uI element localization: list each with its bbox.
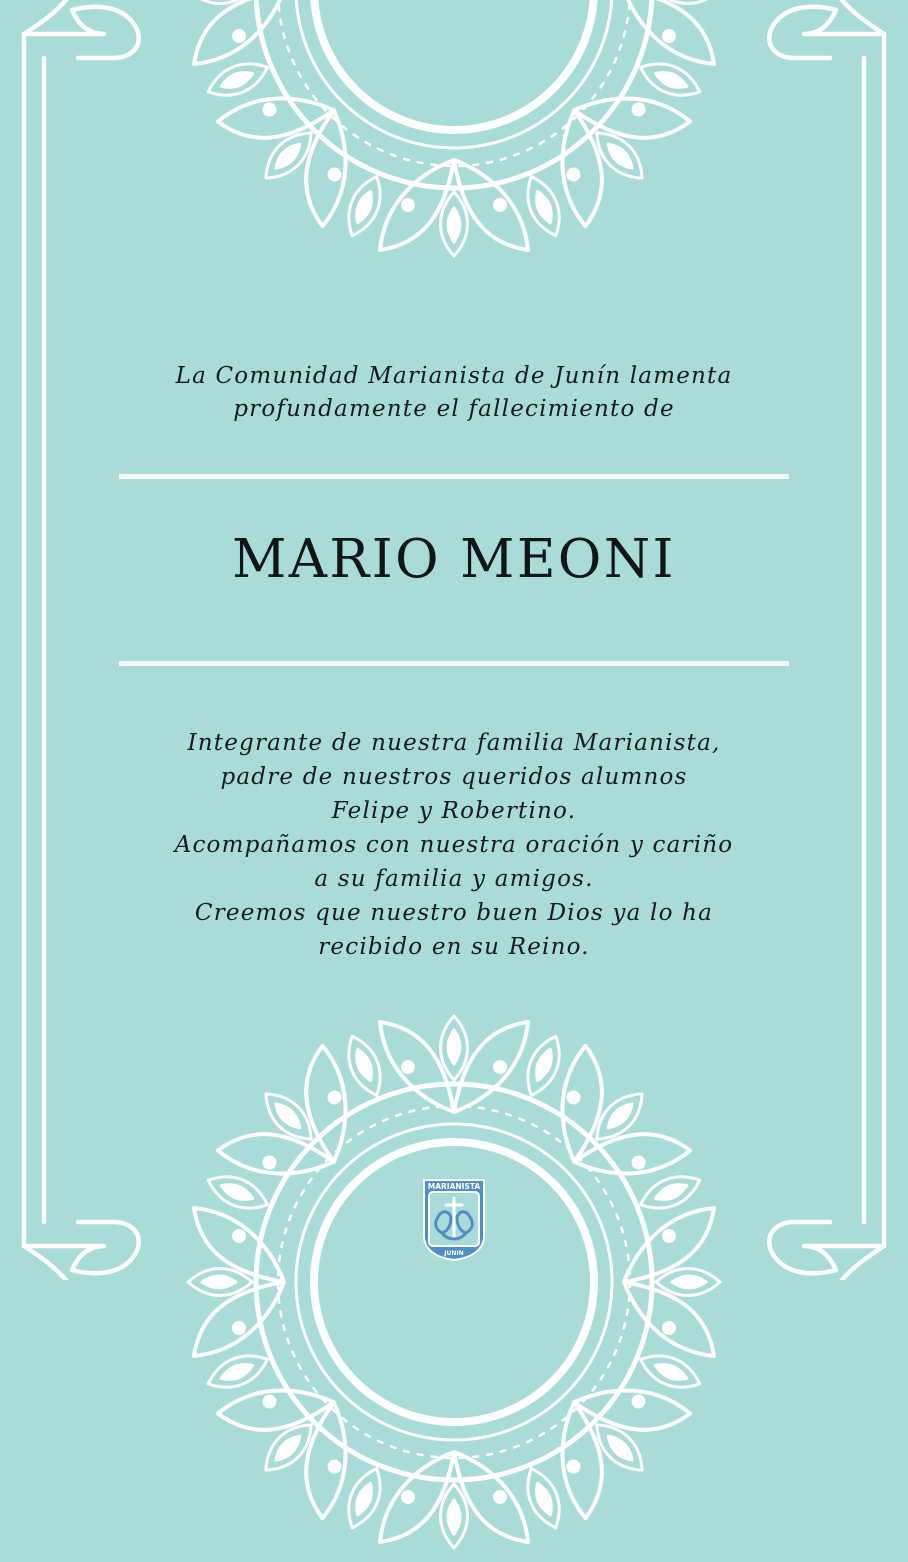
- message-line-4: Acompañamos con nuestra oración y cariño: [174, 832, 734, 858]
- top-mandala-ornament: [174, 0, 734, 270]
- bottom-mandala-ornament: [174, 1002, 734, 1562]
- message-line-2: padre de nuestros queridos alumnos: [220, 764, 688, 790]
- marianista-logo: [421, 1178, 487, 1262]
- logo-bottom-text: JUNIN: [444, 1250, 464, 1257]
- condolence-message: [90, 726, 818, 964]
- message-line-7: recibido en su Reino.: [318, 934, 590, 960]
- intro-line-1: La Comunidad Marianista de Junín lamenta: [175, 363, 733, 389]
- message-line-1: Integrante de nuestra familia Marianista,: [187, 730, 721, 756]
- intro-text: [100, 360, 808, 426]
- bottom-divider: [119, 661, 789, 666]
- intro-line-2: profundamente el fallecimiento de: [233, 396, 675, 422]
- message-line-6: Creemos que nuestro buen Dios ya lo ha: [194, 900, 714, 926]
- logo-top-text: MARIANISTA: [427, 1182, 481, 1191]
- message-line-3: Felipe y Robertino.: [331, 798, 577, 824]
- deceased-name: MARIO MEONI: [232, 529, 676, 590]
- message-line-5: a su familia y amigos.: [314, 866, 594, 892]
- top-divider: [119, 474, 789, 479]
